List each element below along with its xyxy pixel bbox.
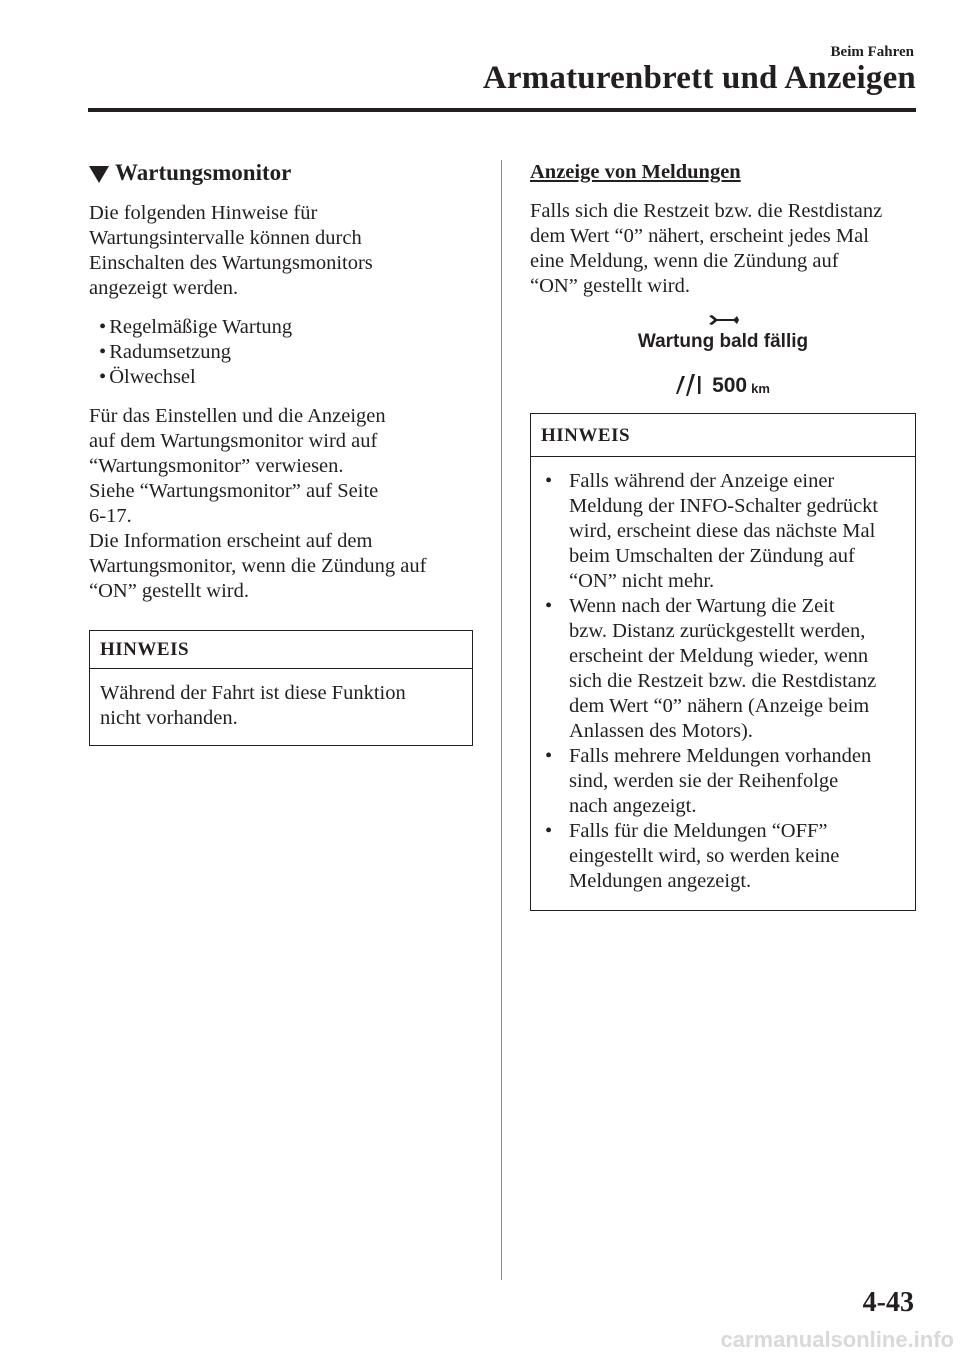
right-column — [530, 155, 916, 911]
list-item: • Falls für die Meldungen “OFF” eingestellt wird, so werden keine Meldungen angezeigt. — [545, 820, 840, 892]
bullet-icon: • — [99, 341, 107, 363]
text-line: Die folgenden Hinweise für — [89, 202, 318, 224]
text-line: auf dem Wartungsmonitor wird auf — [89, 430, 378, 452]
text-line: Einschalten des Wartungsmonitors — [89, 252, 373, 274]
page-header-title: Armaturenbrett und Anzeigen — [482, 60, 916, 96]
subsection-title: Anzeige von Meldungen — [530, 161, 741, 183]
maintenance-list — [89, 315, 473, 390]
text-line: “ON” gestellt wird. — [89, 580, 249, 602]
section-title — [89, 155, 473, 191]
bullet-icon: • — [545, 470, 553, 492]
bullet-icon: • — [545, 745, 553, 767]
text-line: Wartungsintervalle können durch — [89, 227, 362, 249]
distance-row — [530, 373, 916, 397]
note-box — [89, 630, 473, 746]
text-line: nicht vorhanden. — [100, 707, 238, 729]
note-heading: HINWEIS — [90, 631, 472, 669]
note-body — [90, 669, 472, 745]
text-line: 6-17. — [89, 505, 132, 527]
list-item: • Radumsetzung — [99, 341, 232, 363]
text-line: “ON” gestellt wird. — [530, 275, 690, 297]
text-line: Falls sich die Restzeit bzw. die Restdistanz — [530, 200, 883, 222]
list-item: • Wenn nach der Wartung die Zeit bzw. Distanz zurückgestellt werden, erscheint der Meldung wieder, wenn sich die Restzeit bzw. die Restdistanz dem Wert “0” nähern (Anzeige beim Anlassen des Motors). — [545, 595, 877, 742]
header-rule — [88, 108, 916, 112]
text-line: Die Information erscheint auf dem — [89, 530, 373, 552]
list-item: • Regelmäßige Wartung — [99, 316, 293, 338]
bullet-icon: • — [545, 595, 553, 617]
body-paragraph — [89, 404, 473, 604]
watermark: carmanualsonline.info — [720, 1327, 954, 1352]
display-illustration — [530, 313, 916, 397]
text-line: angezeigt werden. — [89, 277, 239, 299]
bullet-icon: • — [545, 820, 553, 842]
distance-value: 500 — [712, 374, 748, 397]
left-column — [89, 155, 473, 746]
display-message: Wartung bald fällig — [637, 331, 809, 352]
list-item: • Falls mehrere Meldungen vorhanden sind, werden sie der Reihenfolge nach angezeigt. — [545, 745, 872, 817]
note-body — [531, 457, 915, 910]
bullet-icon: • — [99, 366, 107, 388]
text-line: “Wartungsmonitor” verwiesen. — [89, 455, 344, 477]
note-box — [530, 413, 916, 911]
column-divider — [501, 160, 502, 1280]
page-number: 4-43 — [862, 1287, 914, 1318]
list-item: • Ölwechsel — [99, 366, 196, 388]
text-line: Während der Fahrt ist diese Funktion — [100, 682, 406, 704]
bullet-icon: • — [99, 316, 107, 338]
wrench-icon — [706, 313, 740, 327]
intro-paragraph — [530, 199, 916, 299]
section-title-text: Wartungsmonitor — [115, 160, 292, 185]
triangle-down-icon — [89, 166, 109, 183]
note-heading: HINWEIS — [531, 414, 915, 457]
text-line: Siehe “Wartungsmonitor” auf Seite — [89, 480, 379, 502]
distance-unit: km — [751, 381, 770, 396]
text-line: Wartungsmonitor, wenn die Zündung auf — [89, 555, 427, 577]
tire-rotation-icon — [676, 373, 702, 397]
text-line: dem Wert “0” nähert, erscheint jedes Mal — [530, 225, 869, 247]
intro-paragraph — [89, 201, 473, 301]
text-line: Für das Einstellen und die Anzeigen — [89, 405, 386, 427]
text-line: eine Meldung, wenn die Zündung auf — [530, 250, 839, 272]
note-list — [539, 469, 905, 894]
list-item: • Falls während der Anzeige einer Meldung der INFO-Schalter gedrückt wird, erscheint diese das nächste Mal beim Umschalten der Zündung auf “ON” nicht mehr. — [545, 470, 879, 592]
header-subtitle: Beim Fahren — [830, 44, 914, 60]
